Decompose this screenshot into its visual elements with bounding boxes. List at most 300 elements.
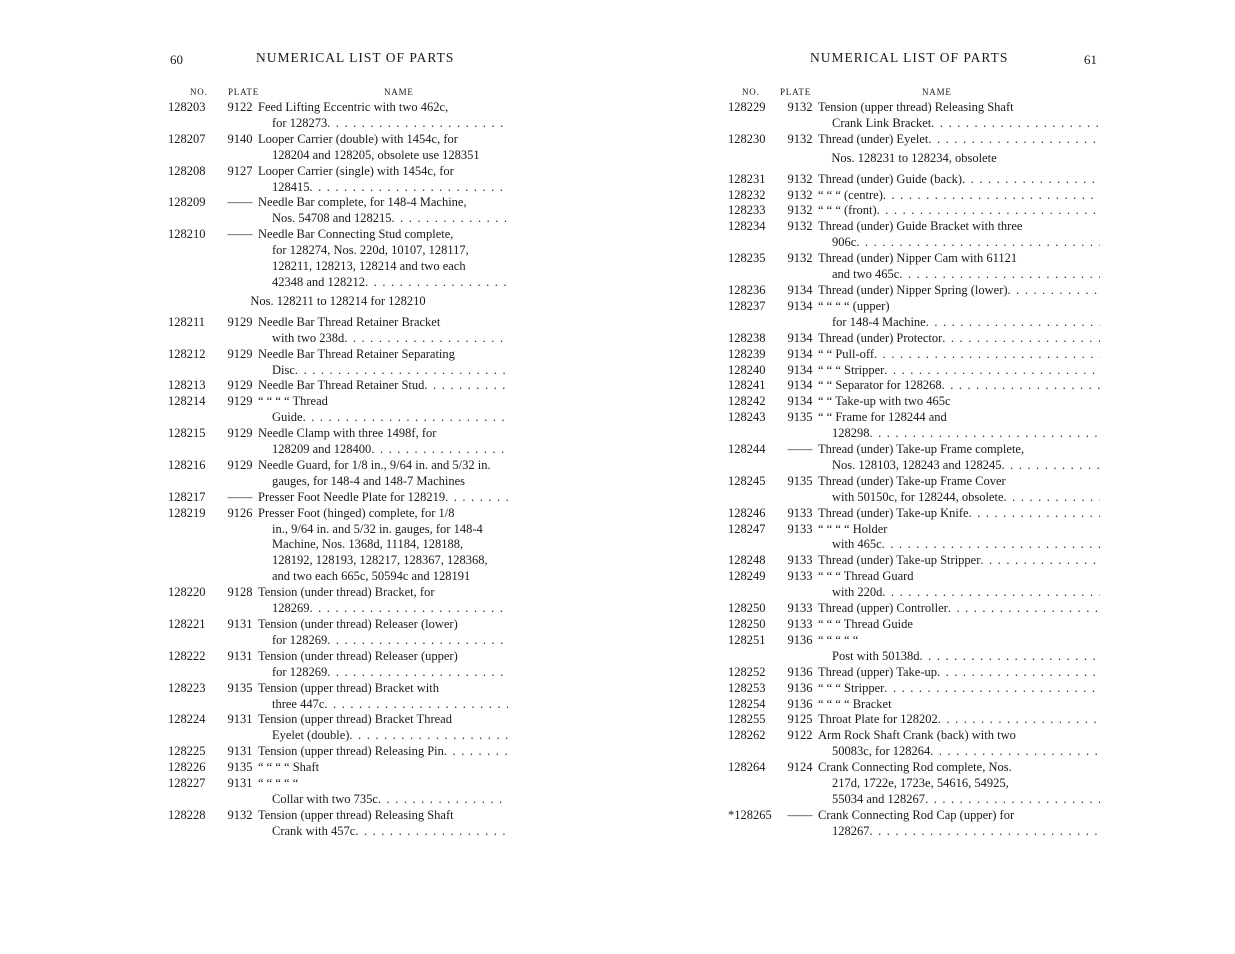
part-number: 128238 bbox=[728, 330, 766, 345]
part-entry bbox=[728, 132, 1100, 148]
part-entry bbox=[168, 681, 508, 713]
part-name-text: “ “ “ (centre) bbox=[818, 187, 883, 202]
part-number: 128250 bbox=[728, 601, 766, 616]
dot-leader bbox=[378, 792, 508, 808]
part-name-line bbox=[258, 506, 508, 522]
part-number: 128222 bbox=[168, 648, 206, 663]
part-entry bbox=[168, 760, 508, 776]
part-entry bbox=[168, 347, 508, 379]
part-name bbox=[818, 283, 1100, 299]
part-name bbox=[258, 585, 508, 617]
plate-number: 9134 bbox=[787, 346, 813, 361]
part-name-line bbox=[818, 792, 1100, 808]
dot-leader bbox=[899, 267, 1100, 283]
part-name-line bbox=[818, 553, 1100, 569]
part-name-text: Thread (upper) Controller bbox=[818, 601, 948, 616]
dot-leader bbox=[445, 490, 508, 506]
plate-number: 9136 bbox=[787, 696, 813, 711]
part-name-line bbox=[258, 601, 508, 617]
part-name-text: “ “ “ “ “ bbox=[818, 632, 859, 647]
part-name-text: “ “ “ “ Thread bbox=[258, 394, 328, 409]
part-name bbox=[818, 760, 1100, 808]
part-number: 128220 bbox=[168, 585, 206, 600]
part-name-line bbox=[818, 506, 1100, 522]
part-name-text: 217d, 1722e, 1723e, 54616, 54925, bbox=[832, 776, 1009, 791]
part-name-text: Needle Bar Thread Retainer Bracket bbox=[258, 314, 441, 329]
plate-number: 9134 bbox=[787, 394, 813, 409]
part-name-text: with two 238d bbox=[272, 330, 345, 345]
part-name bbox=[258, 506, 508, 586]
part-entry bbox=[728, 665, 1100, 681]
plate-number: 9129 bbox=[227, 457, 253, 472]
part-name-text: “ “ Take-up with two 465c bbox=[818, 394, 951, 409]
plate-number: 9129 bbox=[227, 394, 253, 409]
part-name-text: Nos. 54708 and 128215 bbox=[272, 211, 392, 226]
part-entry bbox=[168, 585, 508, 617]
part-entry bbox=[168, 426, 508, 458]
part-entry bbox=[168, 195, 508, 227]
part-entry bbox=[728, 347, 1100, 363]
part-name bbox=[258, 164, 508, 196]
part-entry bbox=[168, 808, 508, 840]
part-name bbox=[258, 712, 508, 744]
plate-number: 9129 bbox=[227, 314, 253, 329]
part-name bbox=[818, 203, 1100, 219]
running-title: NUMERICAL LIST OF PARTS bbox=[810, 50, 1009, 65]
part-name-line bbox=[258, 116, 508, 132]
part-name bbox=[818, 378, 1100, 394]
part-name-text: and two each 665c, 50594c and 128191 bbox=[272, 569, 471, 584]
plate-number: 9131 bbox=[227, 617, 253, 631]
part-name-text: Needle Clamp with three 1498f, for bbox=[258, 426, 437, 441]
plate-number: 9133 bbox=[787, 569, 813, 584]
dot-leader bbox=[883, 188, 1100, 204]
part-entry bbox=[728, 633, 1100, 665]
part-number: 128219 bbox=[168, 505, 206, 520]
dot-leader bbox=[882, 585, 1100, 601]
part-name-text: 128209 and 128400 bbox=[272, 442, 372, 457]
dot-leader bbox=[948, 601, 1100, 617]
part-entry bbox=[728, 506, 1100, 522]
part-name bbox=[818, 100, 1100, 132]
part-number: 128208 bbox=[168, 163, 206, 178]
part-name-line bbox=[818, 442, 1100, 458]
part-name-line bbox=[818, 601, 1100, 617]
dot-leader bbox=[942, 378, 1100, 394]
part-number: 128203 bbox=[168, 100, 206, 114]
part-name bbox=[818, 394, 1100, 410]
part-number: *128265 bbox=[728, 807, 772, 822]
part-name-line bbox=[258, 569, 508, 585]
part-name-text: Thread (under) Nipper Spring (lower) bbox=[818, 282, 1008, 297]
part-number: 128233 bbox=[728, 203, 766, 218]
part-name-text: Thread (under) Protector bbox=[818, 330, 943, 345]
part-number: 128217 bbox=[168, 489, 206, 504]
part-number: 128255 bbox=[728, 712, 766, 727]
part-name-text: “ “ Separator for 128268 bbox=[818, 378, 942, 393]
part-name-text: “ “ “ “ Shaft bbox=[258, 760, 320, 775]
part-name-line bbox=[818, 697, 1100, 713]
part-entry bbox=[728, 617, 1100, 633]
dot-leader bbox=[925, 792, 1100, 808]
part-name-line bbox=[818, 410, 1100, 426]
dot-leader bbox=[884, 681, 1100, 697]
part-entry bbox=[728, 100, 1100, 132]
part-number: 128228 bbox=[168, 807, 206, 822]
part-number: 128224 bbox=[168, 712, 206, 727]
part-name bbox=[818, 633, 1100, 665]
part-number: 128231 bbox=[728, 171, 766, 186]
part-name bbox=[818, 553, 1100, 569]
column-header-name: NAME bbox=[384, 87, 414, 97]
part-name bbox=[818, 681, 1100, 697]
part-name-line bbox=[818, 617, 1100, 633]
part-name-line bbox=[818, 681, 1100, 697]
part-name-line bbox=[258, 792, 508, 808]
plate-number: 9133 bbox=[787, 521, 813, 536]
part-name-text: Guide bbox=[272, 410, 303, 425]
part-name bbox=[258, 394, 508, 426]
part-entry bbox=[168, 490, 508, 506]
part-number: 128244 bbox=[728, 442, 766, 457]
part-number: 128230 bbox=[728, 131, 766, 146]
part-name-text: Tension (upper thread) Releasing Shaft bbox=[818, 100, 1014, 114]
plate-number: 9132 bbox=[787, 131, 813, 146]
part-name-text: Post with 50138d bbox=[832, 648, 920, 663]
part-name-text: “ “ “ “ (upper) bbox=[818, 298, 890, 313]
part-name-text: for 128274, Nos. 220d, 10107, 128117, bbox=[272, 243, 469, 258]
part-number: 128246 bbox=[728, 505, 766, 520]
plate-number: —— bbox=[227, 227, 253, 242]
part-name-line bbox=[258, 474, 508, 490]
part-entry bbox=[728, 203, 1100, 219]
part-entry bbox=[168, 744, 508, 760]
plate-number: 9133 bbox=[787, 617, 813, 631]
part-name-text: “ “ “ Stripper bbox=[818, 362, 885, 377]
part-name-text: Presser Foot (hinged) complete, for 1/8 bbox=[258, 505, 455, 520]
part-entry bbox=[168, 394, 508, 426]
part-name-text: “ “ “ Stripper bbox=[818, 680, 885, 695]
part-name-text: and two 465c bbox=[832, 267, 900, 282]
part-name-line bbox=[258, 331, 508, 347]
dot-leader bbox=[327, 633, 508, 649]
dot-leader bbox=[371, 442, 508, 458]
part-number: 128223 bbox=[168, 680, 206, 695]
part-number: 128253 bbox=[728, 680, 766, 695]
part-name bbox=[818, 172, 1100, 188]
part-name-line bbox=[258, 824, 508, 840]
part-entry bbox=[168, 649, 508, 681]
part-name-text: 128204 and 128205, obsolete use 128351 bbox=[272, 147, 480, 162]
part-name-line bbox=[258, 100, 508, 116]
part-name-text: with 50150c, for 128244, obsolete bbox=[832, 489, 1004, 504]
part-name-line bbox=[818, 712, 1100, 728]
part-name-line bbox=[818, 474, 1100, 490]
part-name-text: Needle Guard, for 1/8 in., 9/64 in. and 5/32 in. bbox=[258, 457, 491, 472]
dot-leader bbox=[303, 410, 508, 426]
part-number: 128250 bbox=[728, 617, 766, 631]
part-name-text: Thread (upper) Take-up bbox=[818, 664, 937, 679]
part-name-line bbox=[818, 633, 1100, 649]
part-name-line bbox=[258, 681, 508, 697]
plate-number: —— bbox=[787, 807, 813, 822]
plate-number: 9125 bbox=[787, 712, 813, 727]
part-number: 128211 bbox=[168, 314, 206, 329]
column-header-no: NO. bbox=[190, 87, 208, 97]
part-name-text: Needle Bar complete, for 148-4 Machine, bbox=[258, 195, 467, 210]
dot-leader bbox=[856, 235, 1100, 251]
plate-number: 9136 bbox=[787, 680, 813, 695]
part-name-text: Collar with two 735c bbox=[272, 791, 378, 806]
part-name-line bbox=[258, 617, 508, 633]
part-name-text: 128192, 128193, 128217, 128367, 128368, bbox=[272, 553, 488, 568]
plate-number: 9133 bbox=[787, 553, 813, 568]
dot-leader bbox=[942, 331, 1100, 347]
part-name-text: “ “ Frame for 128244 and bbox=[818, 410, 947, 425]
dot-leader bbox=[870, 824, 1101, 840]
part-number: 128235 bbox=[728, 251, 766, 266]
dot-leader bbox=[931, 116, 1100, 132]
part-entry bbox=[728, 219, 1100, 251]
part-name-text: Tension (under thread) Releaser (upper) bbox=[258, 648, 458, 663]
part-name bbox=[258, 426, 508, 458]
part-name-text: Crank Connecting Rod Cap (upper) for bbox=[818, 807, 1015, 822]
plate-number: 9134 bbox=[787, 298, 813, 313]
part-name-line bbox=[258, 148, 508, 164]
plate-number: 9134 bbox=[787, 362, 813, 377]
part-entry bbox=[728, 188, 1100, 204]
part-name bbox=[818, 442, 1100, 474]
plate-number: 9131 bbox=[227, 744, 253, 759]
part-name-line bbox=[818, 219, 1100, 235]
part-name-text: Needle Bar Thread Retainer Separating bbox=[258, 346, 455, 361]
part-entry bbox=[168, 378, 508, 394]
plate-number: 9135 bbox=[787, 410, 813, 425]
part-entry bbox=[168, 132, 508, 164]
part-number: 128243 bbox=[728, 410, 766, 425]
part-number: 128210 bbox=[168, 227, 206, 242]
part-name bbox=[818, 132, 1100, 148]
part-number: 128236 bbox=[728, 282, 766, 297]
part-name-text: “ “ “ “ Holder bbox=[818, 521, 888, 536]
column-header bbox=[168, 87, 508, 99]
part-name-line bbox=[818, 299, 1100, 315]
part-name-line bbox=[818, 315, 1100, 331]
plate-number: 9133 bbox=[787, 505, 813, 520]
part-name-text: for 128273 bbox=[272, 115, 328, 130]
part-name-text: Looper Carrier (single) with 1454c, for bbox=[258, 163, 454, 178]
plate-number: 9126 bbox=[227, 505, 253, 520]
plate-number: 9131 bbox=[227, 648, 253, 663]
part-entry bbox=[728, 522, 1100, 554]
part-name bbox=[818, 474, 1100, 506]
dot-leader bbox=[920, 649, 1100, 665]
part-name-line bbox=[258, 585, 508, 601]
dot-leader bbox=[874, 347, 1100, 363]
plate-number: 9134 bbox=[787, 378, 813, 393]
parts-list bbox=[168, 100, 508, 840]
part-number: 128225 bbox=[168, 744, 206, 759]
part-number: 128245 bbox=[728, 473, 766, 488]
part-name bbox=[258, 195, 508, 227]
dot-leader bbox=[327, 665, 508, 681]
part-number: 128227 bbox=[168, 776, 206, 791]
part-name-text: Tension (upper thread) Releasing Shaft bbox=[258, 807, 454, 822]
part-name-line bbox=[258, 211, 508, 227]
part-number: 128264 bbox=[728, 760, 766, 775]
plate-number: 9132 bbox=[787, 251, 813, 266]
part-name-text: Eyelet (double) bbox=[272, 728, 350, 743]
part-name-line bbox=[258, 227, 508, 243]
part-number: 128213 bbox=[168, 378, 206, 393]
part-name-text: Nos. 128103, 128243 and 128245 bbox=[832, 457, 1002, 472]
plate-number: 9129 bbox=[227, 378, 253, 393]
part-name-line bbox=[818, 728, 1100, 744]
part-entry bbox=[728, 394, 1100, 410]
dot-leader bbox=[424, 378, 508, 394]
part-name bbox=[258, 776, 508, 808]
dot-leader bbox=[1001, 458, 1100, 474]
part-name bbox=[818, 808, 1100, 840]
plate-number: 9122 bbox=[227, 100, 253, 114]
part-name-line bbox=[818, 744, 1100, 760]
part-number: 128247 bbox=[728, 521, 766, 536]
part-name-line bbox=[818, 251, 1100, 267]
dot-leader bbox=[295, 363, 508, 379]
part-name-line bbox=[258, 490, 508, 506]
part-entry bbox=[728, 697, 1100, 713]
part-name-line bbox=[258, 760, 508, 776]
part-name-line bbox=[818, 235, 1100, 251]
part-name-text: Crank Link Bracket bbox=[832, 115, 932, 130]
part-name-line bbox=[258, 394, 508, 410]
part-name-line bbox=[818, 490, 1100, 506]
dot-leader bbox=[310, 601, 509, 617]
part-name bbox=[818, 299, 1100, 331]
part-name bbox=[258, 378, 508, 394]
part-name-text: Tension (upper thread) Bracket Thread bbox=[258, 712, 452, 727]
part-name-line bbox=[818, 426, 1100, 442]
plate-number: 9134 bbox=[787, 282, 813, 297]
part-name-text: 128415 bbox=[272, 179, 310, 194]
dot-leader bbox=[310, 180, 509, 196]
part-name-line bbox=[258, 649, 508, 665]
part-entry bbox=[168, 315, 508, 347]
part-name-text: Thread (under) Guide Bracket with three bbox=[818, 219, 1023, 234]
part-name-line bbox=[818, 283, 1100, 299]
dot-leader bbox=[882, 537, 1100, 553]
part-name-line bbox=[258, 808, 508, 824]
part-entry bbox=[168, 712, 508, 744]
dot-leader bbox=[962, 172, 1100, 188]
part-name-text: for 128269 bbox=[272, 664, 328, 679]
part-name-line bbox=[818, 132, 1100, 148]
part-name-line bbox=[258, 164, 508, 180]
part-name-line bbox=[258, 537, 508, 553]
plate-number: 9124 bbox=[787, 760, 813, 775]
part-entry bbox=[168, 776, 508, 808]
part-entry bbox=[168, 164, 508, 196]
part-entry bbox=[728, 283, 1100, 299]
part-name-line bbox=[258, 553, 508, 569]
part-name bbox=[258, 100, 508, 132]
left-page bbox=[168, 0, 508, 954]
part-name-line bbox=[258, 442, 508, 458]
part-entry bbox=[728, 681, 1100, 697]
part-number: 128237 bbox=[728, 298, 766, 313]
part-name-line bbox=[818, 331, 1100, 347]
column-header-no: NO. bbox=[742, 87, 760, 97]
part-name-text: Crank with 457c bbox=[272, 823, 356, 838]
part-name-text: 128267 bbox=[832, 823, 870, 838]
part-number: 128229 bbox=[728, 100, 766, 114]
part-entry bbox=[728, 251, 1100, 283]
part-number: 128251 bbox=[728, 632, 766, 647]
part-number: 128239 bbox=[728, 346, 766, 361]
dot-leader bbox=[930, 744, 1100, 760]
part-number: 128216 bbox=[168, 457, 206, 472]
dot-leader bbox=[928, 132, 1100, 148]
part-name-text: “ “ “ “ “ bbox=[258, 776, 299, 791]
part-name-line bbox=[258, 180, 508, 196]
part-entry bbox=[728, 172, 1100, 188]
part-number: 128226 bbox=[168, 760, 206, 775]
part-number: 128241 bbox=[728, 378, 766, 393]
part-name-text: Presser Foot Needle Plate for 128219 bbox=[258, 489, 446, 504]
part-name-line bbox=[818, 760, 1100, 776]
part-name-text: 128269 bbox=[272, 601, 310, 616]
part-name-text: Tension (upper thread) Bracket with bbox=[258, 680, 440, 695]
part-name-line bbox=[258, 633, 508, 649]
plate-number: 9132 bbox=[787, 171, 813, 186]
dot-leader bbox=[391, 211, 508, 227]
part-number: 128249 bbox=[728, 569, 766, 584]
part-name-text: Thread (under) Nipper Cam with 61121 bbox=[818, 251, 1018, 266]
part-name bbox=[818, 219, 1100, 251]
part-entry bbox=[168, 458, 508, 490]
part-entry bbox=[728, 601, 1100, 617]
part-number: 128242 bbox=[728, 394, 766, 409]
part-entry bbox=[168, 617, 508, 649]
part-name-text: “ “ “ (front) bbox=[818, 203, 877, 218]
part-name-line bbox=[258, 243, 508, 259]
part-name-text: Needle Bar Thread Retainer Stud bbox=[258, 378, 425, 393]
part-name-line bbox=[258, 378, 508, 394]
part-name-text: Thread (under) Take-up Stripper bbox=[818, 553, 981, 568]
plate-number: —— bbox=[227, 195, 253, 210]
part-name-line bbox=[258, 697, 508, 713]
part-name-line bbox=[258, 259, 508, 275]
part-name bbox=[818, 569, 1100, 601]
part-name bbox=[818, 712, 1100, 728]
plate-number: 9133 bbox=[787, 601, 813, 616]
column-header-plate: PLATE bbox=[228, 87, 259, 97]
part-name-line bbox=[818, 172, 1100, 188]
part-name-line bbox=[258, 363, 508, 379]
part-name-text: with 220d bbox=[832, 585, 883, 600]
part-name-text: “ “ “ Thread Guard bbox=[818, 569, 914, 584]
part-entry bbox=[728, 553, 1100, 569]
part-entry bbox=[728, 728, 1100, 760]
part-name bbox=[258, 681, 508, 713]
part-number: 128252 bbox=[728, 664, 766, 679]
part-name-text: three 447c bbox=[272, 696, 325, 711]
part-entry bbox=[168, 227, 508, 291]
part-name-line bbox=[818, 569, 1100, 585]
part-name-line bbox=[818, 267, 1100, 283]
part-name-text: Tension (under thread) Bracket, for bbox=[258, 585, 435, 600]
part-name-line bbox=[818, 585, 1100, 601]
